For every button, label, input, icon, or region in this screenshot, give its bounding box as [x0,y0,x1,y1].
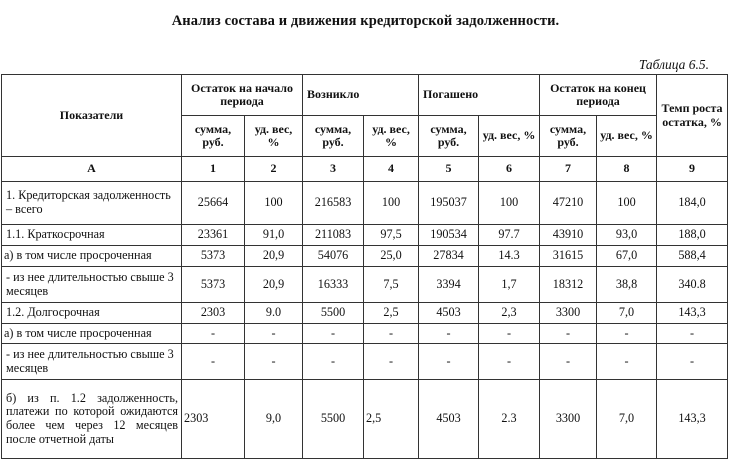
cell: 67,0 [597,246,657,267]
cell: - [303,324,364,344]
cell: 4503 [419,380,479,459]
table-row [2,182,728,225]
cell: 100 [597,182,657,225]
cell: 3300 [540,380,597,459]
cell: 190534 [419,225,479,246]
header-share: уд. вес, % [245,116,303,157]
cell: 31615 [540,246,597,267]
row-label: - из нее длительностью свыше 3 месяцев [2,344,182,380]
cell: 7,0 [597,303,657,324]
header-growth-rate: Темп роста остатка, % [657,75,728,157]
cell: 2,5 [364,303,419,324]
cell: 5373 [182,246,245,267]
cell: 184,0 [657,182,728,225]
cell: 3300 [540,303,597,324]
header-closing-balance: Остаток на конец периода [540,75,657,116]
header-index: 2 [245,157,303,182]
header-share: уд. вес, % [597,116,657,157]
cell: 16333 [303,267,364,303]
cell: 93,0 [597,225,657,246]
row-label: 1.1. Краткосрочная [2,225,182,246]
cell: 9.0 [245,303,303,324]
cell: 9,0 [245,380,303,459]
cell: 43910 [540,225,597,246]
cell: - [540,324,597,344]
cell: 5500 [303,380,364,459]
cell: 27834 [419,246,479,267]
cell: - [364,344,419,380]
row-label: 1. Кредиторская задолженность – всего [2,182,182,225]
cell: 2,3 [479,303,540,324]
cell: 20,9 [245,267,303,303]
cell: 100 [245,182,303,225]
header-index: 9 [657,157,728,182]
cell: 2303 [182,380,245,459]
cell: 211083 [303,225,364,246]
cell: 143,3 [657,380,728,459]
cell: - [657,324,728,344]
cell: 4503 [419,303,479,324]
header-share: уд. вес, % [364,116,419,157]
cell: - [597,324,657,344]
header-index: 4 [364,157,419,182]
header-repaid: Погашено [419,75,540,116]
cell: 100 [479,182,540,225]
header-sum: сумма, руб. [540,116,597,157]
cell: 216583 [303,182,364,225]
cell: 25664 [182,182,245,225]
row-label: 1.2. Долгосрочная [2,303,182,324]
row-label: б) из п. 1.2 задолженность, платежи по которой ожидаются более чем через 12 месяцев после отчетной даты [2,380,182,459]
cell: - [364,324,419,344]
cell: 23361 [182,225,245,246]
row-label: а) в том числе просроченная [2,246,182,267]
cell: - [419,324,479,344]
header-index: 1 [182,157,245,182]
cell: 97.7 [479,225,540,246]
cell: 5373 [182,267,245,303]
header-sum: сумма, руб. [419,116,479,157]
cell: 2,5 [364,380,419,459]
cell: 100 [364,182,419,225]
header-share: уд. вес, % [479,116,540,157]
cell: 1,7 [479,267,540,303]
cell: 188,0 [657,225,728,246]
cell: - [419,344,479,380]
table-row [2,246,728,267]
header-opening-balance: Остаток на начало периода [182,75,303,116]
table-row [2,344,728,380]
cell: 195037 [419,182,479,225]
cell: 7,5 [364,267,419,303]
cell: - [182,324,245,344]
report-table [1,74,728,459]
cell: 5500 [303,303,364,324]
cell: 18312 [540,267,597,303]
cell: - [597,344,657,380]
header-sum: сумма, руб. [303,116,364,157]
cell: - [540,344,597,380]
header-sum: сумма, руб. [182,116,245,157]
cell: 2303 [182,303,245,324]
cell: - [182,344,245,380]
header-index: 5 [419,157,479,182]
header-index: А [2,157,182,182]
cell: 588,4 [657,246,728,267]
cell: 2.3 [479,380,540,459]
cell: 340.8 [657,267,728,303]
cell: - [303,344,364,380]
header-index: 7 [540,157,597,182]
table-caption: Таблица 6.5. [638,57,709,72]
cell: 20,9 [245,246,303,267]
table-row [2,324,728,344]
cell: 91,0 [245,225,303,246]
cell: 47210 [540,182,597,225]
table-row [2,267,728,303]
table-row [2,225,728,246]
header-indicators: Показатели [2,75,182,157]
header-index: 6 [479,157,540,182]
cell: 14.3 [479,246,540,267]
header-row-groups [2,75,728,116]
header-index: 8 [597,157,657,182]
cell: - [479,344,540,380]
cell: - [479,324,540,344]
row-label: а) в том числе просроченная [2,324,182,344]
header-index: 3 [303,157,364,182]
cell: - [657,344,728,380]
cell: 97,5 [364,225,419,246]
cell: 25,0 [364,246,419,267]
cell: 3394 [419,267,479,303]
header-row-index [2,157,728,182]
cell: 38,8 [597,267,657,303]
cell: 7,0 [597,380,657,459]
header-arisen: Возникло [303,75,419,116]
cell: - [245,344,303,380]
table-row [2,303,728,324]
row-label: - из нее длительностью свыше 3 месяцев [2,267,182,303]
cell: 143,3 [657,303,728,324]
table-row [2,380,728,459]
cell: 54076 [303,246,364,267]
cell: - [245,324,303,344]
page-title: Анализ состава и движения кредиторской задолженности. [171,13,560,29]
